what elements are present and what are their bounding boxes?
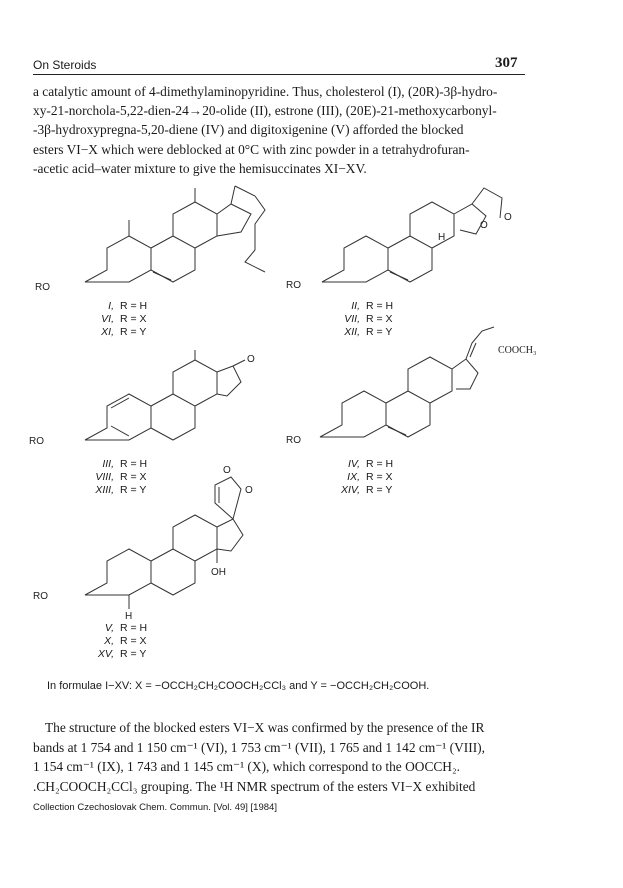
label-row: III, R = H [102, 458, 148, 470]
structure-labels-IV [338, 458, 393, 497]
label-row: IX, R = X [347, 471, 393, 483]
para1-line: -acetic acid–water mixture to give the hemisuccinates XI−XV. [33, 160, 367, 176]
atom-label: H [438, 232, 446, 243]
paragraph-2 [33, 718, 525, 796]
atom-label: RO [33, 591, 48, 602]
atom-label: OH [211, 567, 226, 578]
atom-label: O [480, 220, 488, 231]
structure-labels-V [92, 622, 147, 661]
atom-label: RO [29, 436, 44, 447]
formula-footnote: In formulae I−XV: X = −OCCH₂CH₂COOCH₂CCl₃ and Y = −OCCH₂CH₂COOH. [47, 680, 430, 692]
structure-labels-II [338, 300, 393, 339]
label-row: XII, R = Y [344, 326, 393, 338]
structure-labels-III [92, 458, 147, 497]
atom-label: O [247, 354, 255, 365]
para1-line: xy-21-norchola-5,22-dien-24→20-olide (II), estrone (III), (20E)-21-methoxycarbonyl- [33, 103, 497, 119]
label-row: IV, R = H [347, 458, 394, 470]
para1-line: a catalytic amount of 4-dimethylaminopyridine. Thus, cholesterol (I), (20R)-3β-hydro- [33, 84, 498, 99]
para1-line: -3β-hydroxypregna-5,20-diene (IV) and digitoxigenine (V) afforded the blocked [33, 122, 464, 138]
structure-estrone [29, 354, 255, 453]
label-row: II, R = H [351, 300, 394, 312]
paragraph-1 [33, 82, 525, 178]
atom-label: H [125, 611, 133, 622]
label-row: I, R = H [108, 300, 148, 312]
structure-labels-I [92, 300, 147, 339]
label-row: VII, R = X [344, 313, 393, 325]
page-number: 307 [495, 55, 518, 71]
para2-line: The structure of the blocked esters VI−X was confirmed by the presence of the IR [45, 720, 485, 735]
label-row: V, R = H [104, 622, 148, 634]
para1-line: esters VI−X which were deblocked at 0°C with zinc powder in a tetrahydrofuran- [33, 141, 470, 157]
para2-line: .CH₂COOCH₂CCl₃ grouping. The ¹H NMR spectrum of the esters VI−X exhibited [33, 778, 476, 794]
coo-methyl-label: COOCH₃ [498, 345, 537, 356]
label-row: XIV, R = Y [340, 484, 393, 496]
label-row: XI, R = Y [101, 326, 147, 338]
atom-label: RO [286, 435, 301, 446]
journal-footer: Collection Czechoslovak Chem. Commun. [Vol. 49] [1984] [33, 802, 277, 813]
header-rule [33, 74, 525, 75]
para2-line: 1 154 cm⁻¹ (IX), 1 743 and 1 145 cm⁻¹ (X), which correspond to the OOCCH₂. [33, 759, 460, 775]
atom-label: O [504, 212, 512, 223]
atom-label: O [245, 485, 253, 496]
running-header: On Steroids [33, 58, 97, 72]
label-row: X, R = X [104, 635, 147, 647]
atom-label: RO [35, 282, 50, 293]
atom-label: O [223, 465, 231, 476]
structure-pregnadiene [286, 355, 510, 450]
atom-label: RO [286, 280, 301, 291]
label-row: XV, R = Y [97, 648, 147, 660]
label-row: VIII, R = X [95, 471, 147, 483]
para2-line: bands at 1 754 and 1 150 cm⁻¹ (VI), 1 753 cm⁻¹ (VII), 1 765 and 1 142 cm⁻¹ (VIII), [33, 739, 485, 755]
label-row: VI, R = X [101, 313, 147, 325]
label-row: XIII, R = Y [95, 484, 147, 496]
structure-butenolide [286, 200, 512, 295]
structure-cholesterol [35, 200, 265, 295]
